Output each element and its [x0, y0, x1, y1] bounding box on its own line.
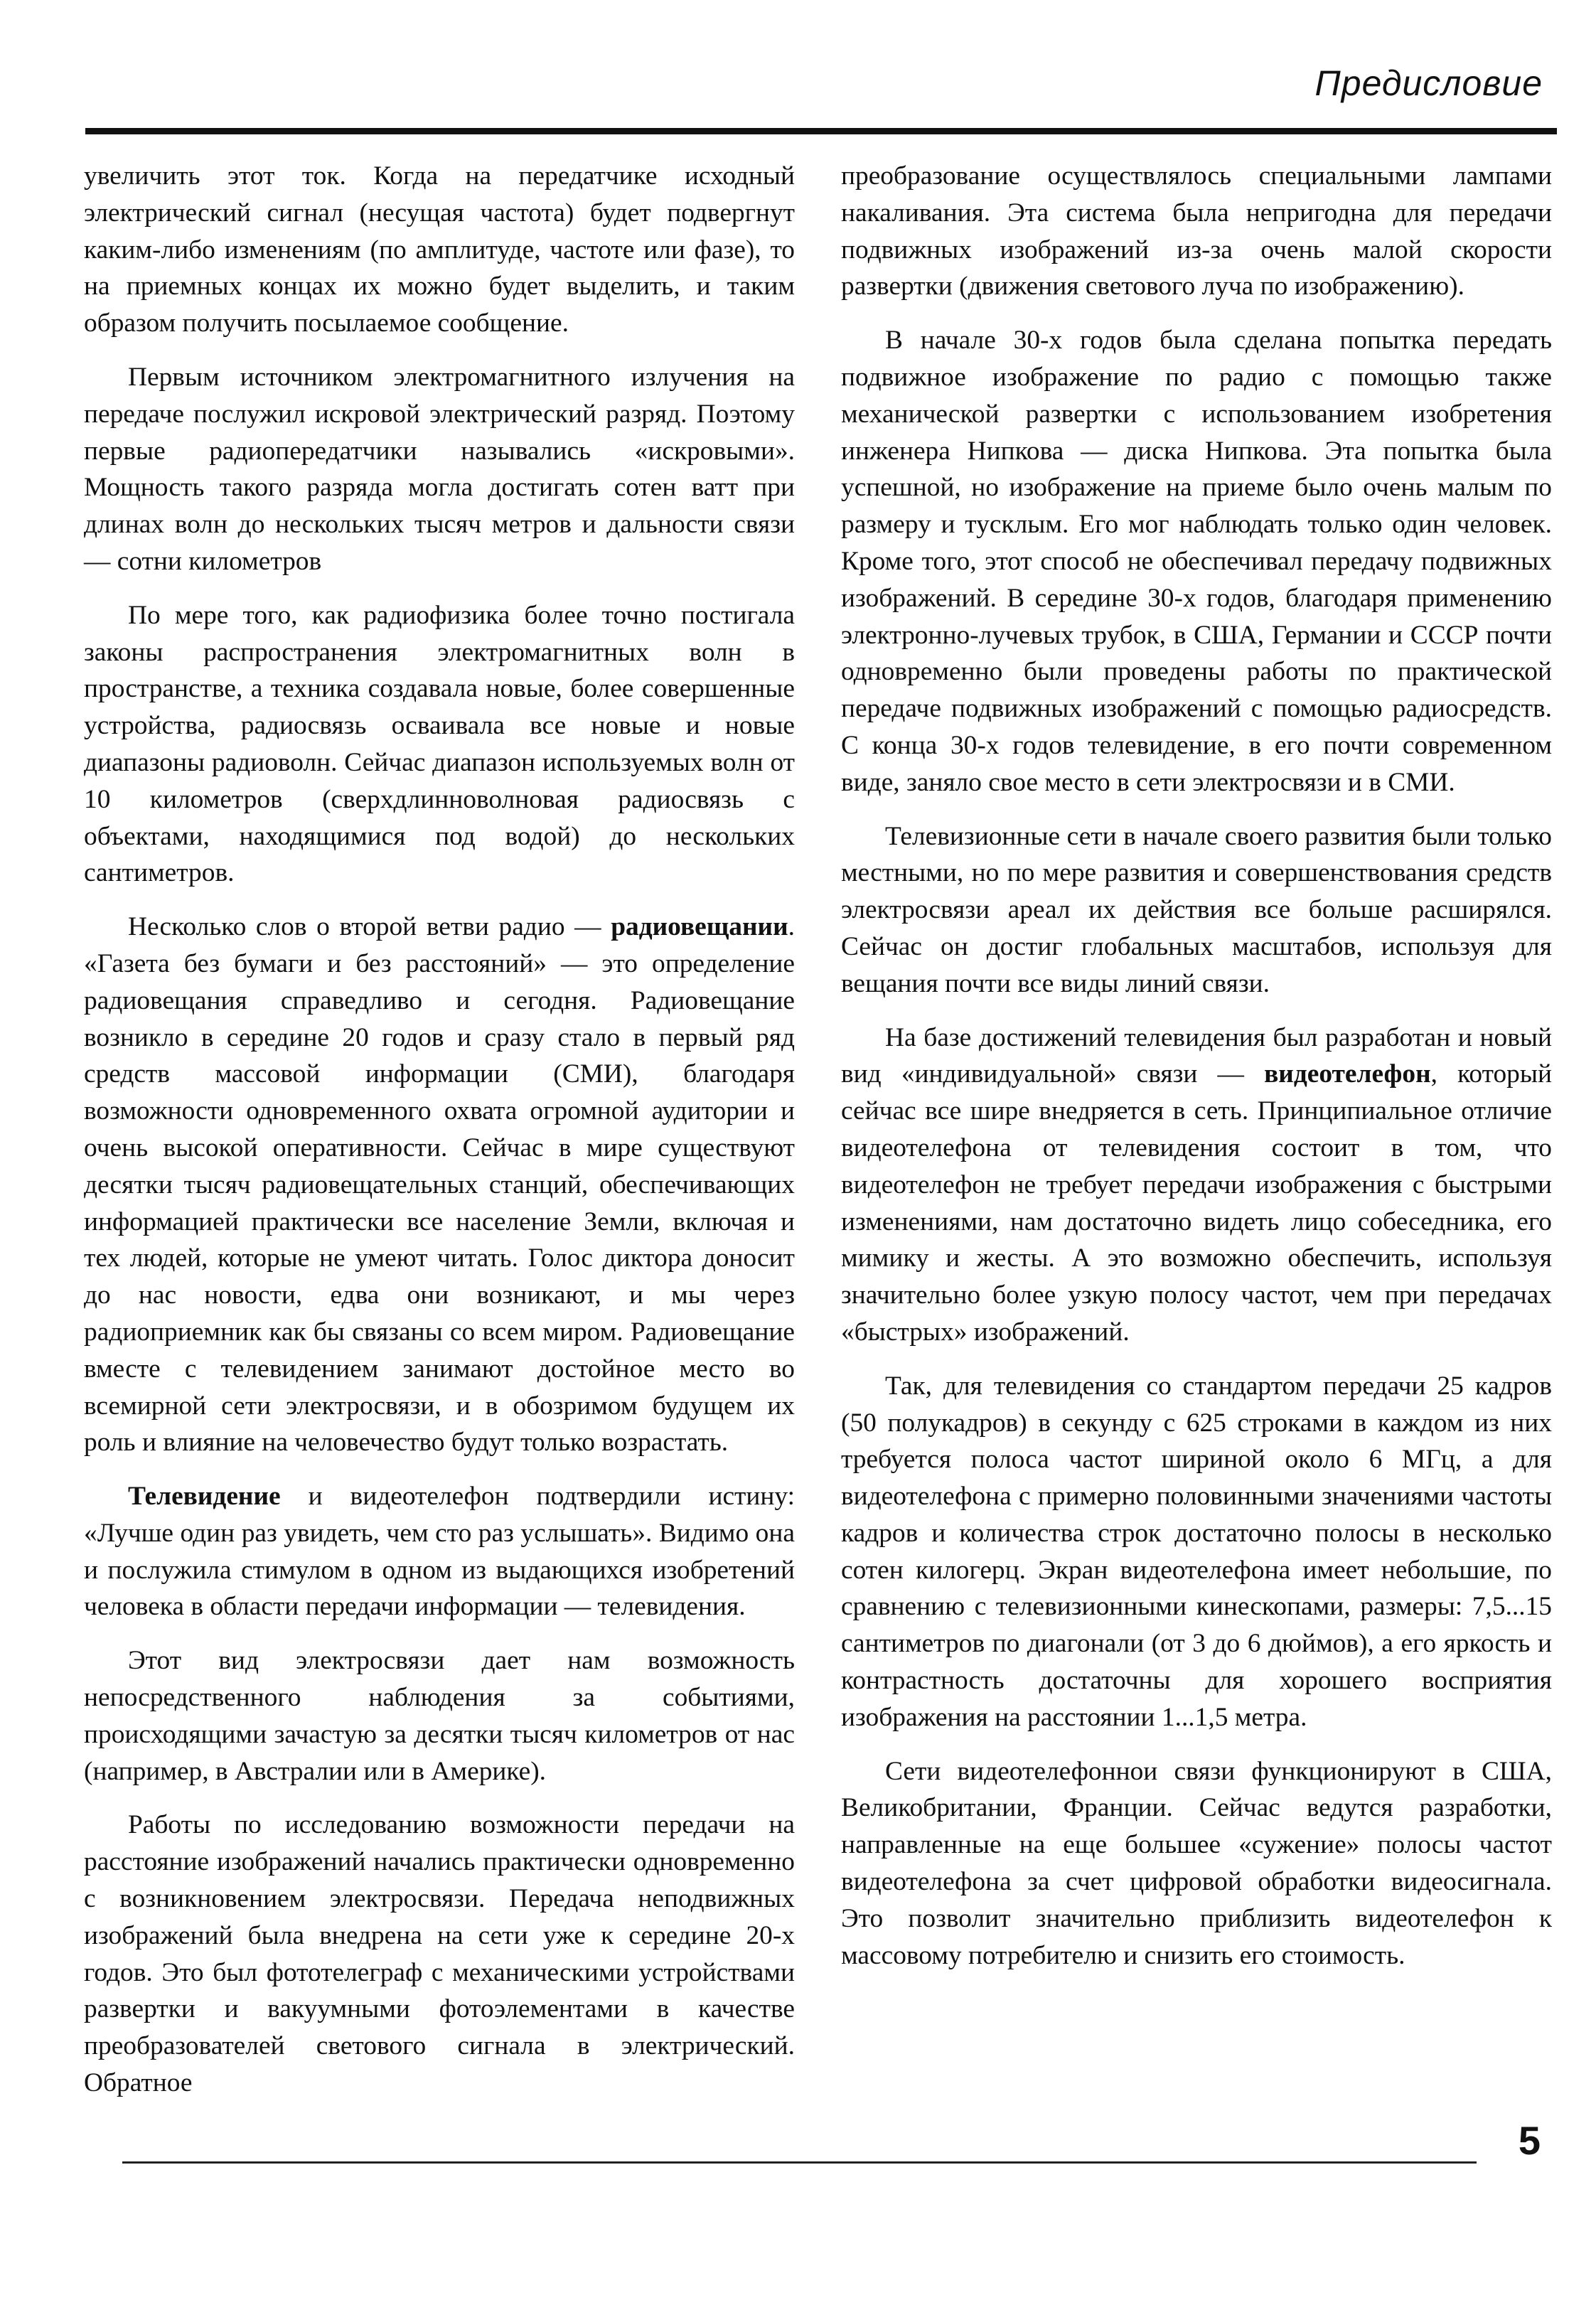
paragraph: В начале 30-х годов была сделана попытка передать подвижное изображение по радио с помощью также механической развертки с использованием изобретения инженера Нипкова — диска Нипкова. Эта попытка была успешной, но изображение на приеме было очень малым по размеру и тусклым. Его мог наблюдать только один человек. Кроме того, этот способ не обеспечивал передачу подвижных изображений. В середине 30-х годов, благодаря применению электронно-лучевых трубок, в США, Германии и СССР почти одновременно были проведены работы по практической передаче подвижных изображений с помощью радиосредств. С конца 30-х годов телевидение, в его почти современном виде, заняло свое место в сети электросвязи и в СМИ. [841, 326, 1552, 797]
paragraph: преобразование осуществлялось специальными лампами накаливания. Эта система была непригодна для передачи подвижных изображений из-за очень малой скорости развертки (движения светового луча по изображению). [841, 161, 1552, 301]
bold-term-televidenie: Телевидение [128, 1482, 281, 1512]
footer-rule [122, 2161, 1477, 2164]
paragraph-text: и видеотелефон подтвердили истину: «Лучше один раз увидеть, чем сто раз услышать». Видимо она и послужила стимулом в одном из выдающихся изобретений человека в области передачи информации — телевидения. [84, 1482, 795, 1622]
paragraph: Первым источником электромагнитного излучения на передаче послужил искровой электрический разряд. Поэтому первые радиопередатчики назывались «искровыми». Мощность такого разряда могла достигать сотен ватт при длинах волн до нескольких тысяч метров и дальности связи — сотни километров [84, 362, 795, 576]
paragraph: Сети видеотелефоннои связи функционируют в США, Великобритании, Франции. Сейчас ведутся разработки, направленные на еще большее «сужение» полосы частот видеотелефона за счет цифровой обработки видеосигнала. Это позволит значительно приблизить видеотелефон к массовому потребителю и снизить его стоимость. [841, 1756, 1552, 1970]
paragraph [841, 1020, 1552, 1351]
paragraph: увеличить этот ток. Когда на передатчике исходный электрический сигнал (несущая частота) будет подвергнут каким-либо изменениям (по амплитуде, частоте или фазе), то на приемных концах их можно будет выделить, и таким образом получить посылаемое сообщение. [84, 161, 795, 338]
paragraph [84, 909, 795, 1461]
header-rule [85, 128, 1557, 134]
bold-term-videotelefon: видеотелефон [1264, 1059, 1431, 1089]
paragraph: Работы по исследованию возможности передачи на расстояние изображений начались практически одновременно с возникновением электросвязи. Передача неподвижных изображений была внедрена на сети уже к середине 20-х годов. Это был фототелеграф с механическими устройствами развертки и вакуумными фотоэлементами в качестве преобразователей светового сигнала в электрический. Обратное [84, 1810, 795, 2098]
paragraph: Телевизионные сети в начале своего развития были только местными, но по мере развития и совершенствования средств электросвязи ареал их действия все больше расширялся. Сейчас он достиг глобальных масштабов, используя для вещания почти все виды линий связи. [841, 821, 1552, 998]
paragraph [84, 1478, 795, 1625]
paragraph: По мере того, как радиофизика более точно постигала законы распространения электромагнитных волн в пространстве, а техника создавала новые, более совершенные устройства, радиосвязь осваивала все новые и новые диапазоны радиоволн. Сейчас диапазон используемых волн от 10 километров (сверхдлинноволновая радиосвязь с объектами, находящимися под водой) до нескольких сантиметров. [84, 600, 795, 888]
page-number: 5 [1518, 2118, 1541, 2163]
right-column [841, 158, 1552, 1991]
left-column [84, 158, 795, 2119]
paragraph: Так, для телевидения со стандартом передачи 25 кадров (50 полукадров) в секунду с 625 строками в каждом из них требуется полоса частот шириной около 6 МГц, а для видеотелефона с примерно половинными значениями частоты кадров и количества строк достаточно полосы в несколько сотен килогерц. Экран видеотелефона имеет небольшие, по сравнению с телевизионными кинескопами, размеры: 7,5...15 сантиметров по диагонали (от 3 до 6 дюймов), а его яркость и контрастность достаточны для хорошего восприятия изображения на расстоянии 1...1,5 метра. [841, 1371, 1552, 1732]
bold-term-radioveshchanie: радиовещании [611, 912, 788, 942]
paragraph-text: На базе достижений телевидения был разработан и новый вид «индивидуальной» связи — [841, 1022, 1552, 1089]
paragraph-text: . «Газета без бумаги и без расстояний» — это определение радиовещания справедливо и сегодня. Радиовещание возникло в середине 20 годов и сразу стало в первый ряд средств массовой информации (СМИ), благодаря возможности одновременного охвата огромной аудитории и очень высокой оперативности. Сейчас в мире существуют десятки тысяч радиовещательных станций, обеспечивающих информацией практически все население Земли, включая и тех людей, которые не умеют читать. Голос диктора доносит до нас новости, едва они возникают, и мы через радиоприемник как бы связаны со всем миром. Радиовещание вместе с телевидением занимают достойное место во всемирной сети электросвязи, и в обозримом будущем их роль и влияние на человечество будут только возрастать. [84, 912, 795, 1458]
paragraph-text: Несколько слов о второй ветви радио — [128, 912, 611, 942]
paragraph-text: , который сейчас все шире внедряется в сеть. Принципиальное отличие видеотелефона от телевидения состоит в том, что видеотелефон не требует передачи изображения с быстрыми изменениями, нам достаточно видеть лицо собеседника, его мимику и жесты. А это возможно обеспечить, используя значительно более узкую полосу частот, чем при передачах «быстрых» изображений. [841, 1059, 1552, 1347]
paragraph: Этот вид электросвязи дает нам возможность непосредственного наблюдения за событиями, происходящими зачастую за десятки тысяч километров от нас (например, в Австралии или в Америке). [84, 1646, 795, 1786]
running-header-title: Предисловие [1314, 63, 1543, 103]
